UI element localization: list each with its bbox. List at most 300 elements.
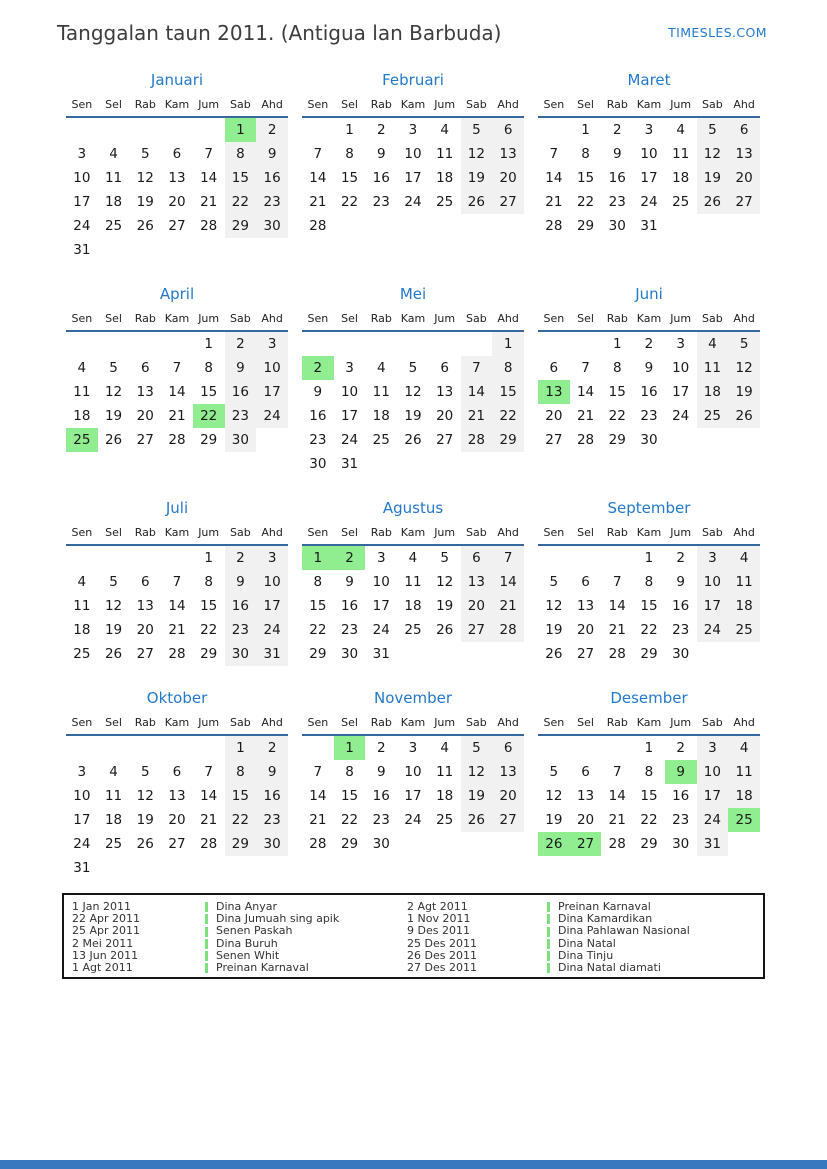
day-cell: 27 [461, 618, 493, 642]
day-cell: 18 [436, 170, 454, 186]
day-cell: 10 [640, 146, 658, 162]
day-cell: 9 [225, 356, 257, 380]
day-cell: 12 [404, 384, 422, 400]
day-cell: 9 [612, 146, 622, 162]
day-cell: 11 [436, 146, 454, 162]
day-cell: 7 [204, 764, 213, 780]
day-cell: 24 [697, 808, 729, 832]
day-cell: 6 [461, 545, 493, 570]
day-cell: 16 [340, 598, 359, 614]
day-cell: 15 [309, 598, 327, 614]
day-cell: 29 [640, 646, 658, 662]
day-cell: 24 [404, 812, 422, 828]
day-cell: 13 [136, 598, 154, 614]
empty-cell [601, 545, 633, 570]
day-cell: 5 [109, 360, 118, 376]
legend-holiday-name: Preinan Karnaval [216, 961, 309, 975]
day-cell: 25 [697, 404, 729, 428]
day-cell: 3 [408, 122, 418, 138]
weekday-label: Sab [697, 524, 729, 545]
day-cell: 23 [372, 194, 390, 210]
empty-cell [302, 117, 334, 142]
weekday-label: Rab [601, 310, 633, 331]
day-cell: 17 [672, 384, 690, 400]
empty-cell [98, 856, 130, 880]
month-table [302, 524, 524, 666]
weekday-label: Jum [429, 714, 461, 735]
month-agustus [302, 500, 524, 666]
day-cell: 3 [345, 360, 354, 376]
month-table [66, 310, 288, 452]
day-cell: 14 [309, 170, 327, 186]
day-cell: 7 [204, 146, 213, 162]
day-cell: 20 [545, 408, 563, 424]
day-cell: 27 [728, 190, 760, 214]
day-cell: 29 [200, 432, 218, 448]
weekday-label: Rab [601, 524, 633, 545]
day-cell: 11 [728, 570, 760, 594]
day-cell: 20 [168, 812, 186, 828]
day-cell: 14 [461, 380, 493, 404]
legend-dates-column [72, 901, 205, 977]
day-cell: 13 [538, 380, 570, 404]
day-cell: 28 [576, 432, 595, 448]
weekday-label: Jum [193, 96, 225, 117]
holiday-marker-bar [547, 963, 550, 973]
empty-cell [461, 214, 493, 238]
day-cell: 6 [549, 360, 559, 376]
day-cell: 22 [492, 404, 524, 428]
empty-cell [697, 214, 729, 238]
day-cell: 4 [408, 550, 418, 566]
day-cell: 30 [225, 642, 257, 666]
day-cell: 28 [608, 836, 626, 852]
empty-cell [492, 214, 524, 238]
day-cell: 1 [492, 331, 524, 356]
day-cell: 12 [136, 788, 154, 804]
month-table [66, 714, 288, 880]
day-cell: 28 [608, 646, 626, 662]
month-title: Juli [165, 499, 189, 517]
day-cell: 14 [200, 788, 218, 804]
day-cell: 6 [140, 574, 150, 590]
day-cell: 5 [549, 764, 559, 780]
day-cell: 10 [404, 764, 422, 780]
day-cell: 17 [404, 170, 422, 186]
day-cell: 20 [576, 812, 595, 828]
day-cell: 19 [545, 812, 563, 828]
day-cell: 2 [256, 117, 288, 142]
day-cell: 21 [461, 404, 493, 428]
months-grid [66, 72, 760, 880]
day-cell: 26 [545, 646, 563, 662]
day-cell: 22 [608, 408, 626, 424]
day-cell: 19 [436, 598, 454, 614]
empty-cell [461, 832, 493, 856]
day-cell: 26 [728, 404, 760, 428]
day-cell: 5 [140, 146, 150, 162]
month-oktober [66, 690, 288, 880]
empty-cell [161, 331, 193, 356]
day-cell: 15 [225, 784, 257, 808]
day-cell: 12 [728, 356, 760, 380]
legend-date: 26 Des 2011 [407, 948, 477, 962]
day-cell: 24 [73, 836, 91, 852]
day-cell: 3 [77, 764, 87, 780]
day-cell: 22 [309, 622, 327, 638]
day-cell: 27 [436, 432, 454, 448]
day-cell: 28 [461, 428, 493, 452]
day-cell: 8 [492, 356, 524, 380]
day-cell: 11 [372, 384, 390, 400]
holiday-marker-bar [205, 939, 208, 949]
day-cell: 27 [545, 432, 563, 448]
day-cell: 16 [225, 380, 257, 404]
empty-cell [697, 428, 729, 452]
day-cell: 12 [136, 170, 154, 186]
weekday-label: Sel [98, 96, 130, 117]
day-cell: 14 [168, 384, 186, 400]
day-cell: 25 [73, 646, 91, 662]
day-cell: 4 [728, 735, 760, 760]
day-cell: 2 [612, 122, 622, 138]
day-cell: 24 [697, 618, 729, 642]
empty-cell [397, 452, 429, 476]
day-cell: 16 [672, 598, 690, 614]
day-cell: 31 [340, 456, 359, 472]
day-cell: 31 [697, 832, 729, 856]
day-cell: 7 [313, 146, 323, 162]
day-cell: 15 [492, 380, 524, 404]
weekday-label: Sel [334, 714, 366, 735]
legend-entry [547, 925, 763, 937]
weekday-label: Rab [365, 524, 397, 545]
day-cell: 15 [340, 170, 359, 186]
day-cell: 18 [73, 622, 91, 638]
day-cell: 18 [436, 788, 454, 804]
empty-cell [538, 545, 570, 570]
day-cell: 8 [225, 142, 257, 166]
month-table [538, 714, 760, 856]
day-cell: 10 [697, 570, 729, 594]
day-cell: 7 [461, 356, 493, 380]
day-cell: 10 [256, 356, 288, 380]
empty-cell [98, 238, 130, 262]
day-cell: 1 [204, 550, 213, 566]
day-cell: 7 [492, 545, 524, 570]
month-desember [538, 690, 760, 856]
legend-date: 13 Jun 2011 [72, 948, 139, 962]
day-cell: 2 [676, 740, 685, 756]
day-cell: 4 [676, 122, 685, 138]
day-cell: 30 [340, 646, 359, 662]
day-cell: 24 [672, 408, 690, 424]
day-cell: 15 [640, 598, 658, 614]
day-cell: 18 [104, 812, 123, 828]
month-title: Mei [399, 285, 427, 303]
day-cell: 23 [640, 408, 658, 424]
empty-cell [429, 832, 461, 856]
day-cell: 21 [200, 812, 218, 828]
day-cell: 10 [672, 360, 690, 376]
weekday-label: Kam [397, 96, 429, 117]
weekday-label: Sen [302, 714, 334, 735]
month-title: Desember [610, 689, 688, 707]
day-cell: 29 [200, 646, 218, 662]
day-cell: 8 [644, 764, 654, 780]
empty-cell [129, 856, 161, 880]
empty-cell [665, 428, 697, 452]
day-cell: 13 [168, 788, 186, 804]
day-cell: 9 [256, 142, 288, 166]
month-table [302, 310, 524, 476]
month-table [538, 524, 760, 666]
legend-date: 1 Agt 2011 [72, 961, 133, 975]
day-cell: 13 [461, 570, 493, 594]
day-cell: 28 [200, 836, 218, 852]
day-cell: 29 [608, 432, 626, 448]
month-april [66, 286, 288, 452]
day-cell: 17 [73, 812, 91, 828]
day-cell: 18 [404, 598, 422, 614]
empty-cell [429, 331, 461, 356]
day-cell: 16 [256, 784, 288, 808]
day-cell: 25 [672, 194, 690, 210]
weekday-label: Ahd [728, 524, 760, 545]
day-cell: 23 [672, 812, 690, 828]
day-cell: 13 [728, 142, 760, 166]
weekday-label: Rab [601, 714, 633, 735]
day-cell: 23 [608, 194, 626, 210]
day-cell: 1 [204, 336, 213, 352]
month-title: Agustus [382, 499, 444, 517]
day-cell: 20 [168, 194, 186, 210]
day-cell: 1 [612, 336, 622, 352]
day-cell: 11 [104, 788, 123, 804]
day-cell: 3 [676, 336, 685, 352]
month-table [302, 96, 524, 238]
month-januari [66, 72, 288, 262]
day-cell: 23 [256, 808, 288, 832]
holiday-marker-bar [547, 914, 550, 924]
weekday-label: Sab [225, 310, 257, 331]
day-cell: 4 [77, 360, 87, 376]
day-cell: 9 [345, 574, 354, 590]
day-cell: 15 [608, 384, 626, 400]
empty-cell [429, 642, 461, 666]
weekday-label: Sab [461, 96, 493, 117]
day-cell: 9 [256, 760, 288, 784]
empty-cell [129, 117, 161, 142]
day-cell: 23 [340, 622, 359, 638]
weekday-label: Sen [302, 310, 334, 331]
legend-date: 25 Des 2011 [407, 936, 477, 950]
day-cell: 23 [256, 190, 288, 214]
day-cell: 21 [492, 594, 524, 618]
empty-cell [397, 832, 429, 856]
legend-dates-column [407, 901, 547, 977]
empty-cell [225, 238, 257, 262]
day-cell: 30 [672, 646, 690, 662]
day-cell: 4 [77, 574, 87, 590]
day-cell: 1 [225, 117, 257, 142]
weekday-label: Ahd [728, 310, 760, 331]
month-title: Oktober [146, 689, 208, 707]
day-cell: 16 [372, 788, 390, 804]
day-cell: 24 [640, 194, 658, 210]
day-cell: 10 [404, 146, 422, 162]
empty-cell [601, 735, 633, 760]
empty-cell [193, 238, 225, 262]
weekday-label: Kam [633, 96, 665, 117]
day-cell: 1 [644, 740, 654, 756]
empty-cell [365, 214, 397, 238]
weekday-label: Jum [193, 310, 225, 331]
day-cell: 23 [672, 622, 690, 638]
day-cell: 20 [576, 622, 595, 638]
day-cell: 20 [492, 166, 524, 190]
day-cell: 19 [461, 166, 493, 190]
weekday-label: Sen [538, 524, 570, 545]
day-cell: 11 [672, 146, 690, 162]
day-cell: 28 [168, 646, 186, 662]
weekday-label: Kam [633, 310, 665, 331]
weekday-label: Kam [161, 310, 193, 331]
weekday-label: Kam [161, 96, 193, 117]
day-cell: 14 [608, 788, 626, 804]
day-cell: 15 [225, 166, 257, 190]
weekday-label: Sab [461, 310, 493, 331]
legend-holiday-name: Dina Jumuah sing apik [216, 912, 340, 926]
day-cell: 31 [73, 860, 91, 876]
day-cell: 30 [256, 214, 288, 238]
day-cell: 23 [372, 812, 390, 828]
day-cell: 19 [404, 408, 422, 424]
month-table [538, 96, 760, 238]
day-cell: 21 [545, 194, 563, 210]
day-cell: 8 [644, 574, 654, 590]
weekday-label: Rab [129, 714, 161, 735]
day-cell: 30 [256, 832, 288, 856]
day-cell: 11 [697, 356, 729, 380]
empty-cell [538, 735, 570, 760]
day-cell: 6 [172, 146, 182, 162]
day-cell: 2 [302, 356, 334, 380]
empty-cell [129, 238, 161, 262]
day-cell: 27 [492, 190, 524, 214]
legend-holiday-name: Dina Kamardikan [558, 912, 653, 926]
day-cell: 22 [340, 812, 359, 828]
day-cell: 22 [640, 812, 658, 828]
weekday-label: Sab [225, 714, 257, 735]
day-cell: 6 [440, 360, 449, 376]
legend-entry [205, 925, 407, 937]
day-cell: 26 [697, 190, 729, 214]
day-cell: 15 [340, 788, 359, 804]
empty-cell [225, 856, 257, 880]
weekday-label: Sel [334, 524, 366, 545]
day-cell: 14 [492, 570, 524, 594]
weekday-label: Sab [697, 310, 729, 331]
day-cell: 1 [581, 122, 590, 138]
empty-cell [161, 735, 193, 760]
day-cell: 8 [313, 574, 323, 590]
empty-cell [397, 642, 429, 666]
legend-date: 1 Nov 2011 [407, 912, 471, 926]
day-cell: 30 [309, 456, 327, 472]
day-cell: 8 [345, 764, 354, 780]
legend-holiday-name: Preinan Karnaval [558, 900, 651, 913]
month-title: September [607, 499, 691, 517]
day-cell: 12 [545, 788, 563, 804]
day-cell: 26 [461, 808, 493, 832]
empty-cell [129, 331, 161, 356]
weekday-label: Sel [570, 96, 602, 117]
day-cell: 14 [545, 170, 563, 186]
weekday-label: Rab [365, 310, 397, 331]
day-cell: 16 [672, 788, 690, 804]
day-cell: 11 [436, 764, 454, 780]
day-cell: 12 [697, 142, 729, 166]
day-cell: 19 [728, 380, 760, 404]
legend-holiday-name: Dina Natal [558, 936, 616, 950]
day-cell: 31 [73, 242, 91, 258]
empty-cell [334, 331, 366, 356]
weekday-label: Sel [570, 524, 602, 545]
day-cell: 6 [172, 764, 182, 780]
legend-date: 27 Des 2011 [407, 961, 477, 975]
day-cell: 9 [225, 570, 257, 594]
day-cell: 21 [168, 408, 186, 424]
brand-link[interactable]: TIMESLES.COM [668, 25, 767, 40]
empty-cell [66, 545, 98, 570]
day-cell: 26 [461, 190, 493, 214]
day-cell: 16 [372, 170, 390, 186]
day-cell: 7 [612, 764, 622, 780]
day-cell: 16 [256, 166, 288, 190]
day-cell: 10 [372, 574, 390, 590]
weekday-label: Sab [461, 524, 493, 545]
month-september [538, 500, 760, 666]
empty-cell [193, 856, 225, 880]
empty-cell [302, 735, 334, 760]
day-cell: 14 [309, 788, 327, 804]
legend-holiday-name: Senen Whit [216, 948, 280, 962]
day-cell: 17 [697, 594, 729, 618]
holiday-marker-bar [547, 902, 550, 912]
day-cell: 5 [440, 550, 449, 566]
empty-cell [365, 331, 397, 356]
day-cell: 30 [372, 836, 390, 852]
day-cell: 17 [640, 170, 658, 186]
empty-cell [256, 428, 288, 452]
legend-date: 9 Des 2011 [407, 924, 470, 938]
day-cell: 5 [408, 360, 418, 376]
weekday-label: Sab [697, 96, 729, 117]
day-cell: 24 [256, 618, 288, 642]
month-table [302, 714, 524, 856]
legend-holiday-name: Senen Paskah [216, 924, 293, 938]
day-cell: 27 [168, 218, 186, 234]
day-cell: 21 [309, 194, 327, 210]
weekday-label: Rab [129, 524, 161, 545]
weekday-label: Ahd [492, 714, 524, 735]
weekday-label: Ahd [492, 524, 524, 545]
day-cell: 3 [256, 545, 288, 570]
day-cell: 5 [461, 117, 493, 142]
day-cell: 3 [256, 331, 288, 356]
day-cell: 15 [576, 170, 595, 186]
